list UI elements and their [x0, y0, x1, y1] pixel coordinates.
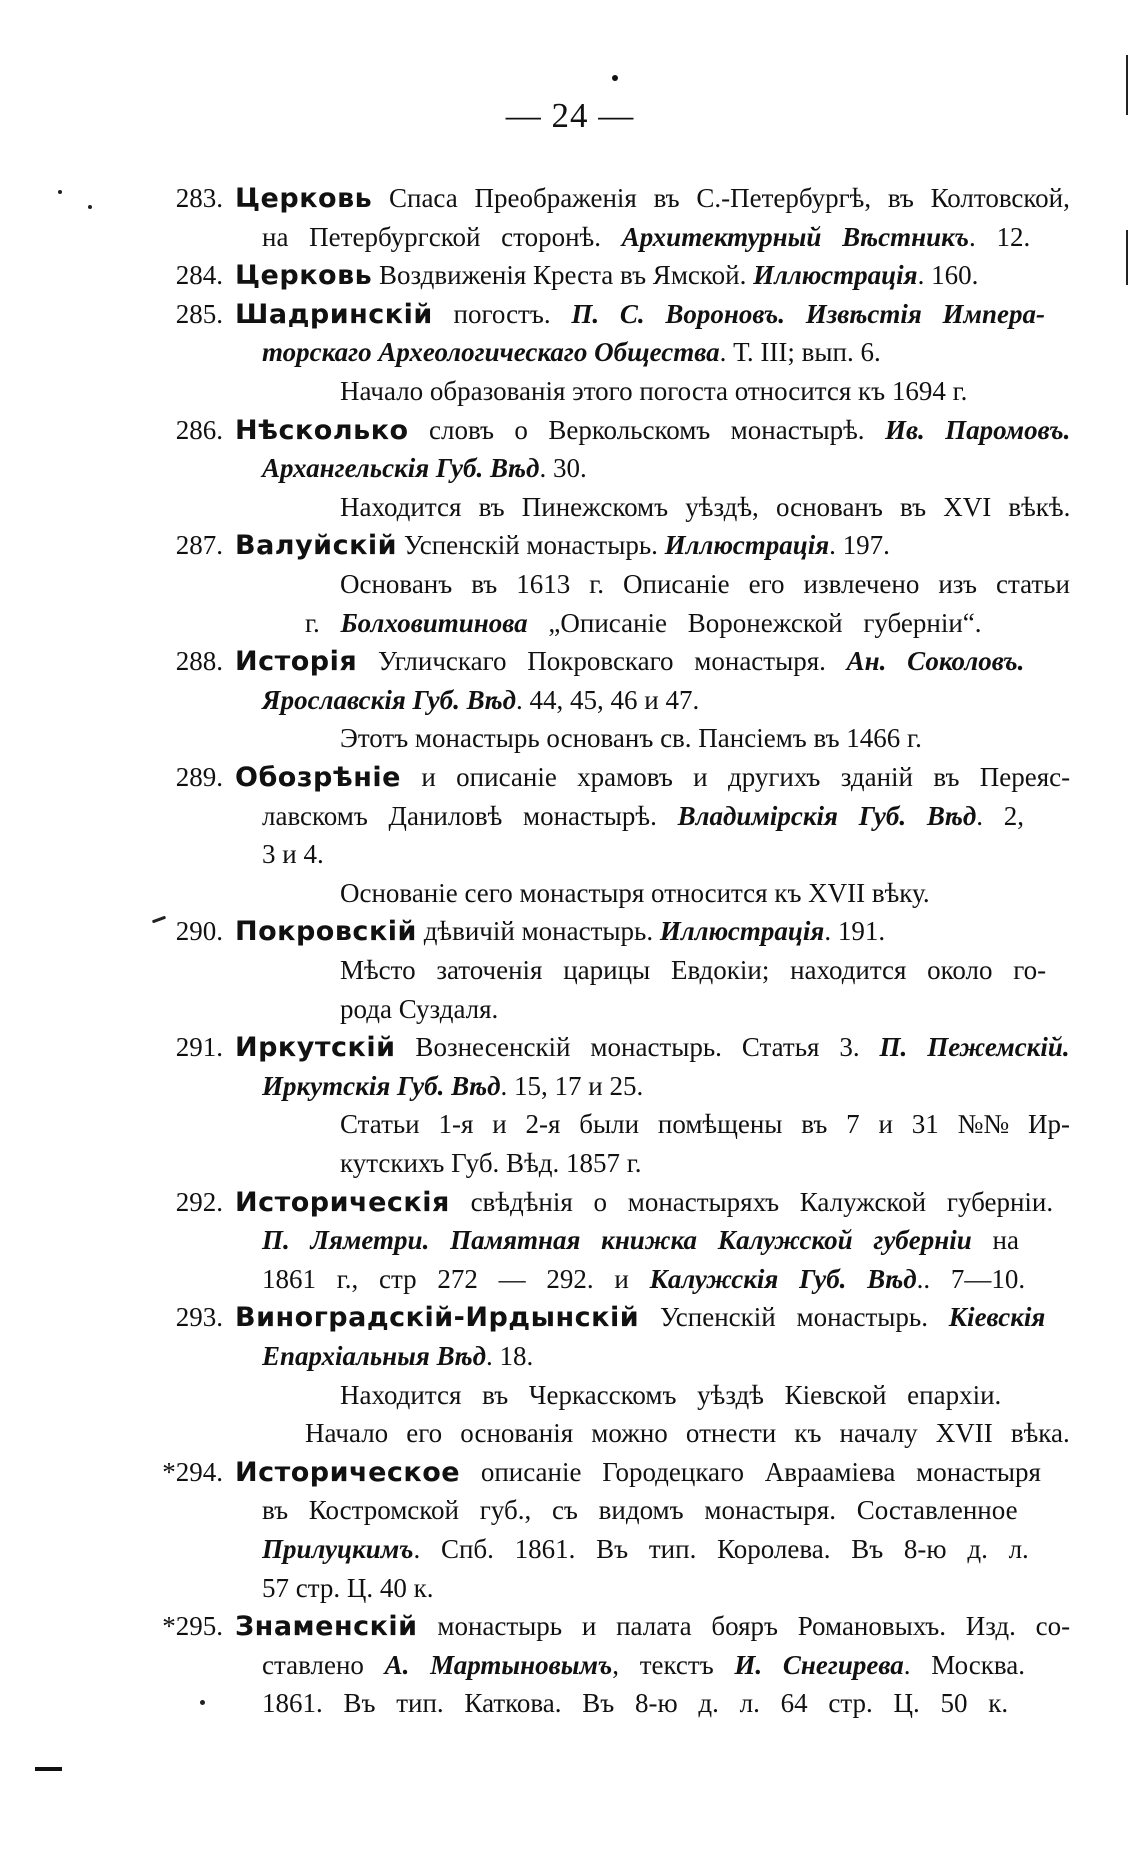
entry-line — [262, 1568, 433, 1608]
entry-text: . 44, 45, 46 и 47. — [516, 684, 700, 715]
entry-line — [262, 1220, 1019, 1260]
entry-line — [235, 410, 1070, 450]
entry-text: Мѣсто заточенія царицы Евдокіи; находится около го- — [340, 955, 1047, 985]
entry-number: 293. — [175, 1302, 223, 1333]
entry-text: . 197. — [829, 530, 890, 561]
entry-text: Успенскій монастырь. — [639, 1302, 949, 1333]
entry-text: 1861 г., стр 272 — 292. и — [262, 1263, 650, 1294]
entry-text: . 15, 17 и 25. — [500, 1070, 644, 1101]
entry-source: Иллюстрація — [753, 260, 918, 291]
entry-line — [262, 1529, 1029, 1569]
entry-line — [262, 448, 587, 488]
entry-text: . Т. III; вып. 6. — [719, 337, 881, 368]
entry-text: Находится въ Черкасскомъ уѣздѣ Кіевской епархіи. — [340, 1379, 1002, 1410]
page-edge-rule — [1126, 230, 1128, 285]
entry-line — [262, 1490, 1018, 1530]
entry-line — [340, 1143, 642, 1183]
entry-heading: Знаменскій — [235, 1611, 418, 1643]
entry-line — [235, 525, 890, 565]
entry-text: Начало его основанія можно отнести къ началу XVII вѣка. — [305, 1418, 1070, 1449]
entry-number: *294. — [162, 1456, 223, 1487]
entry-source: Кіевскія — [948, 1302, 1046, 1333]
entry-number: 290. — [175, 916, 223, 947]
entry-line — [262, 834, 324, 874]
entry-line — [262, 217, 1030, 257]
entry-heading: Церковь — [235, 183, 373, 214]
entry-source: Архангельскія Губ. Вѣд — [262, 453, 540, 484]
entry-text: Находится въ Пинежскомъ уѣздѣ, основанъ въ XVI вѣкѣ. — [340, 491, 1071, 522]
entry-text: . 160. — [917, 260, 979, 291]
entry-heading: Валуйскій — [235, 530, 398, 562]
entry-line — [262, 1066, 643, 1106]
entry-line — [340, 950, 1046, 990]
entry-heading: Историческое — [235, 1456, 461, 1488]
entry-number: 292. — [175, 1186, 223, 1217]
entry-text: Успенскій монастырь. — [397, 530, 665, 561]
entry-heading: Исторія — [235, 646, 358, 678]
entry-text: ставлено — [262, 1649, 385, 1680]
entry-number: 288. — [175, 646, 223, 677]
entry-line — [340, 989, 498, 1029]
entry-text: дѣвичій монастырь. — [416, 916, 660, 947]
entry-line — [262, 1336, 533, 1376]
entry-text: Основанъ въ 1613 г. Описаніе его извлечено изъ статьи — [340, 569, 1070, 599]
entry-line — [235, 294, 1045, 334]
entry-heading: Церковь — [235, 260, 373, 292]
entry-text: Начало образованія этого погоста относится къ 1694 г. — [340, 376, 968, 406]
entry-heading: Обозрѣніе — [235, 762, 401, 793]
entry-line — [235, 911, 885, 951]
entry-text: . 12. — [969, 221, 1031, 252]
entry-source: Владимірскія Губ. Вѣд — [677, 800, 977, 831]
entry-source: П. Пежемскій. — [879, 1032, 1070, 1063]
entry-line — [340, 564, 1070, 604]
entry-number: 289. — [175, 762, 223, 792]
entry-source: Епархіальныя Вѣд — [262, 1341, 486, 1371]
entry-line — [235, 1182, 1053, 1222]
entry-text: . 191. — [824, 916, 886, 947]
entry-number: 283. — [175, 183, 223, 213]
entry-line — [340, 487, 1070, 527]
entry-text: . 18. — [485, 1341, 534, 1371]
entry-source: Калужскія Губ. Вѣд — [649, 1263, 917, 1294]
entry-line — [262, 1683, 1008, 1723]
entry-text: словъ о Веркольскомъ монастырѣ. — [408, 414, 885, 445]
entry-number: 291. — [175, 1032, 223, 1063]
entry-text: и описаніе храмовъ и другихъ зданій въ Переяс- — [400, 762, 1071, 792]
entry-heading: Нѣсколько — [235, 414, 409, 446]
entry-text: Основаніе сего монастыря относится къ XVII вѣку. — [340, 877, 930, 908]
entry-heading: Покровскій — [235, 916, 417, 948]
entry-source: Ярославскія Губ. Вѣд — [262, 684, 516, 715]
entry-source: Ив. Паромовъ. — [884, 414, 1071, 445]
entry-line — [262, 332, 881, 372]
ink-dot — [612, 75, 618, 81]
margin-dash — [35, 1767, 62, 1771]
entry-text: свѣдѣнія о монастыряхъ Калужской губерніи. — [449, 1186, 1054, 1217]
entry-line — [305, 1413, 1070, 1453]
entry-source: П. С. Вороновъ. Извѣстія Импера- — [571, 298, 1046, 329]
entry-heading: Шадринскій — [235, 298, 433, 330]
entry-text: Этотъ монастырь основанъ св. Пансіемъ въ 1466 г. — [340, 723, 922, 754]
entry-line — [235, 757, 1070, 797]
page-number: — 24 — — [505, 96, 635, 135]
entry-text: на Петербургской сторонѣ. — [262, 221, 622, 252]
entry-text: на — [971, 1225, 1019, 1256]
entry-heading: Историческія — [235, 1186, 450, 1218]
entry-text: въ Костромской губ., съ видомъ монастыря. Составленное — [262, 1495, 1018, 1526]
ink-speck — [200, 1700, 205, 1705]
entry-text: монастырь и палата бояръ Романовыхъ. Изд. со- — [417, 1611, 1071, 1642]
entry-text: 1861. Въ тип. Каткова. Въ 8-ю д. л. 64 стр. Ц. 50 к. — [262, 1688, 1009, 1719]
entry-source: Прилуцкимъ — [262, 1534, 414, 1564]
entry-text: 3 и 4. — [262, 839, 324, 870]
entry-heading: Иркутскій — [235, 1032, 396, 1064]
entry-text: .. 7—10. — [916, 1263, 1026, 1294]
entry-heading: Виноградскій-Ирдынскій — [235, 1302, 640, 1334]
entry-text: 57 стр. Ц. 40 к. — [262, 1572, 434, 1603]
entry-line — [235, 1452, 1041, 1492]
entry-line — [340, 1104, 1070, 1144]
entry-source: А. Мартыновымъ — [384, 1649, 613, 1680]
entry-number: 285. — [175, 298, 223, 329]
entry-line — [235, 1606, 1070, 1646]
entry-text: Статьи 1-я и 2-я были помѣщены въ 7 и 31 №№ Ир- — [340, 1109, 1070, 1140]
entry-number: 287. — [175, 530, 223, 561]
entry-line — [235, 1297, 1045, 1337]
entry-line — [305, 603, 982, 643]
entry-line — [262, 796, 1024, 836]
entry-line — [340, 718, 922, 758]
entry-source: П. Ляметри. Памятная книжка Калужской губерніи — [262, 1225, 972, 1256]
entry-text: г. — [305, 607, 341, 638]
entry-source: И. Снегирева — [734, 1649, 904, 1680]
entry-source: Архитектурный Вѣстникъ — [621, 221, 970, 252]
entry-line — [262, 680, 699, 720]
entry-line — [340, 1375, 1001, 1415]
entry-line — [340, 371, 967, 411]
entry-line — [340, 873, 930, 913]
page-edge-rule — [1126, 55, 1128, 115]
entry-source: Иллюстрація — [659, 916, 825, 947]
entry-text: погостъ. — [432, 298, 572, 329]
entry-text: Вознесенскій монастырь. Статья 3. — [395, 1032, 880, 1063]
entry-source: Иркутскія Губ. Вѣд — [262, 1070, 501, 1101]
entry-number: *295. — [162, 1611, 223, 1642]
entry-text: , текстъ — [612, 1649, 735, 1680]
entry-text: кутскихъ Губ. Вѣд. 1857 г. — [340, 1148, 642, 1178]
entry-text: лавскомъ Даниловѣ монастырѣ. — [262, 800, 678, 831]
entry-text: рода Суздаля. — [340, 993, 499, 1024]
entry-line — [235, 178, 1070, 218]
entry-text: описаніе Городецкаго Авраамiева монастыря — [460, 1456, 1041, 1487]
entry-text: Спаса Преображенія въ С.-Петербургѣ, въ Колтовской, — [372, 183, 1070, 213]
entry-line — [235, 255, 978, 295]
entry-line — [235, 641, 1024, 681]
entry-text: . Москва. — [903, 1649, 1026, 1680]
entry-source: Ан. Соколовъ. — [846, 646, 1025, 677]
entry-source: Болховитинова — [340, 607, 528, 638]
entry-text: . 30. — [539, 453, 587, 484]
entry-number: 284. — [175, 260, 223, 291]
entry-source: торскаго Археологическаго Общества — [262, 337, 720, 368]
entry-line — [235, 1027, 1070, 1067]
entry-number: 286. — [175, 414, 223, 445]
entry-text: Угличскаго Покровскаго монастыря. — [357, 646, 847, 677]
entry-text: . 2, — [976, 800, 1024, 831]
entry-text: „Описаніе Воронежской губерніи“. — [527, 607, 982, 638]
entry-text: Воздвиженія Креста въ Ямской. — [372, 260, 754, 291]
entry-source: Иллюстрація — [664, 530, 830, 561]
entry-line — [262, 1645, 1025, 1685]
entry-line — [262, 1259, 1025, 1299]
entry-text: . Спб. 1861. Въ тип. Королева. Въ 8-ю д. л. — [413, 1534, 1029, 1564]
